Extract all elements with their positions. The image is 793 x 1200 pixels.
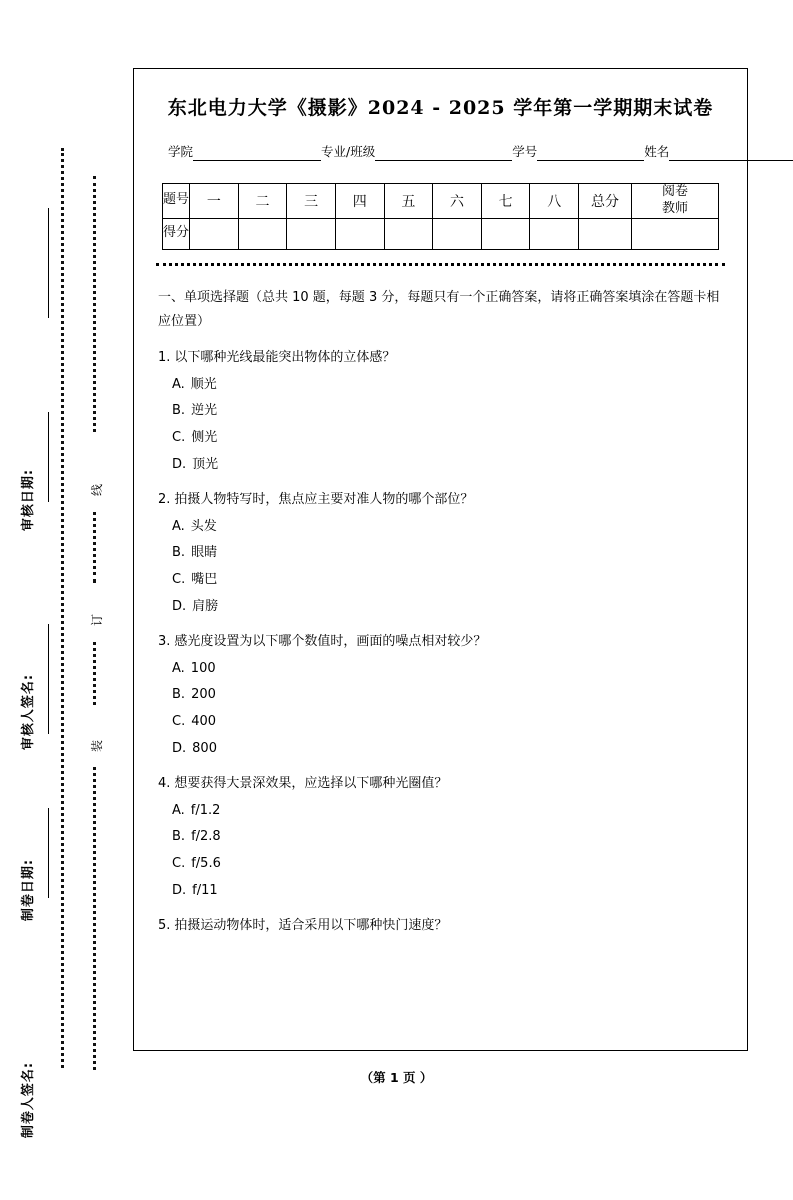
exam-paper-frame [133, 68, 748, 1051]
field-name-label: 姓名 [644, 144, 670, 159]
question-block-3 [158, 632, 723, 760]
page-footer: （第 1 页 ） [360, 1070, 433, 1085]
margin-rule-segment-4 [48, 808, 49, 898]
question-3 [158, 632, 723, 653]
student-info-line [168, 142, 721, 161]
score-cell-6[interactable] [433, 218, 482, 249]
question-4-option-c-text: f/5.6 [191, 856, 221, 872]
question-1-number: 1. [158, 349, 171, 365]
field-student-id-label: 学号 [512, 144, 538, 159]
question-1-option-c-text: 侧光 [191, 430, 218, 446]
question-1-option-d-text: 顶光 [192, 457, 219, 473]
col-header-1: 一 [190, 184, 239, 219]
question-2-option-d[interactable] [172, 597, 723, 618]
sidebar-label-composer-signature: 制卷人签名: [21, 1061, 36, 1139]
col-header-4: 四 [335, 184, 384, 219]
field-major [321, 142, 512, 161]
col-header-3: 三 [287, 184, 336, 219]
question-block-4 [158, 774, 723, 902]
question-4-text: 想要获得大景深效果，应选择以下哪种光圈值？ [174, 775, 448, 791]
score-cell-3[interactable] [287, 218, 336, 249]
grader-label-line1: 阅卷 [661, 184, 688, 199]
question-4-option-d[interactable] [172, 881, 723, 902]
question-2-option-d-text: 肩膀 [192, 599, 219, 615]
sidebar-label-review-date: 审核日期: [21, 468, 36, 532]
field-major-label: 专业/班级 [321, 144, 376, 159]
question-4-option-d-letter: D. [172, 883, 187, 899]
score-cell-total[interactable] [579, 218, 632, 249]
col-header-grader [632, 184, 719, 219]
margin-rule-segment-1 [48, 208, 49, 318]
question-2-option-c[interactable] [172, 570, 723, 591]
question-5-number: 5. [158, 917, 171, 933]
question-block-2 [158, 490, 723, 618]
student-id-input[interactable] [537, 146, 644, 161]
question-2-option-c-letter: C. [172, 572, 186, 588]
grader-label-line2: 教师 [661, 200, 688, 216]
score-cell-1[interactable] [190, 218, 239, 249]
table-row-question-numbers [163, 184, 719, 219]
score-cell-7[interactable] [481, 218, 530, 249]
question-2 [158, 490, 723, 511]
college-input[interactable] [193, 146, 321, 161]
table-divider [156, 263, 725, 266]
inner-dotted-rule-d [93, 730, 96, 1070]
question-4-option-b-text: f/2.8 [191, 829, 221, 845]
question-3-option-b-letter: B. [172, 687, 186, 703]
question-3-option-c[interactable] [172, 712, 723, 733]
question-1-option-c-letter: C. [172, 430, 186, 446]
question-3-text: 感光度设置为以下哪个数值时，画面的噪点相对较少？ [174, 633, 487, 649]
question-1-option-b-text: 逆光 [191, 403, 218, 419]
question-2-option-b-text: 眼睛 [191, 545, 218, 561]
question-1-text: 以下哪种光线最能突出物体的立体感？ [174, 349, 396, 365]
field-name [644, 142, 793, 161]
question-2-text: 拍摄人物特写时，焦点应主要对准人物的哪个部位？ [174, 491, 474, 507]
question-3-option-a-text: 100 [190, 660, 216, 676]
question-4-option-a-letter: A. [172, 802, 185, 818]
col-header-total: 总分 [579, 184, 632, 219]
score-cell-2[interactable] [238, 218, 287, 249]
question-1-option-b[interactable] [172, 401, 723, 422]
score-cell-8[interactable] [530, 218, 579, 249]
question-4-number: 4. [158, 775, 171, 791]
sidebar-label-reviewer-signature: 审核人签名: [21, 673, 36, 751]
question-3-option-d[interactable] [172, 739, 723, 760]
question-block-5 [158, 916, 723, 937]
question-1-option-a[interactable] [172, 375, 723, 396]
question-1-option-a-letter: A. [172, 376, 185, 392]
major-input[interactable] [375, 146, 512, 161]
col-header-5: 五 [384, 184, 433, 219]
question-3-option-d-letter: D. [172, 741, 187, 757]
row-header-score: 得分 [163, 218, 190, 249]
name-input[interactable] [669, 146, 793, 161]
field-student-id [512, 142, 644, 161]
question-5 [158, 916, 723, 937]
score-cell-5[interactable] [384, 218, 433, 249]
question-4-option-a-text: f/1.2 [190, 802, 221, 818]
binding-mark-staple: 订 [86, 600, 107, 640]
question-1-option-b-letter: B. [172, 403, 186, 419]
page-title: 东北电力大学《摄影》2024 - 2025 学年第一学期期末试卷 [167, 97, 714, 119]
col-header-7: 七 [481, 184, 530, 219]
question-4-option-d-text: f/11 [192, 883, 218, 899]
question-4-option-c-letter: C. [172, 856, 186, 872]
question-3-option-a-letter: A. [172, 660, 185, 676]
question-1 [158, 348, 723, 369]
binding-mark-line: 线 [86, 470, 107, 510]
question-2-option-d-letter: D. [172, 599, 187, 615]
question-2-option-b[interactable] [172, 543, 723, 564]
question-3-number: 3. [158, 633, 171, 649]
binding-mark-bind: 装 [86, 726, 107, 766]
field-college [168, 142, 321, 161]
outer-dotted-rule [61, 148, 64, 1068]
question-1-option-c[interactable] [172, 428, 723, 449]
binding-margin-sidebar [0, 0, 126, 1139]
question-1-option-d-letter: D. [172, 457, 187, 473]
sidebar-label-compose-date: 制卷日期: [21, 858, 36, 922]
score-table [162, 183, 719, 250]
question-5-text: 拍摄运动物体时，适合采用以下哪种快门速度？ [174, 917, 448, 933]
question-2-option-a-text: 头发 [190, 518, 217, 534]
question-4-option-c[interactable] [172, 854, 723, 875]
question-3-option-d-text: 800 [192, 741, 217, 757]
question-4-option-a[interactable] [172, 801, 723, 822]
question-1-option-a-text: 顺光 [190, 376, 217, 392]
inner-dotted-rule-a [93, 176, 96, 432]
question-3-option-a[interactable] [172, 659, 723, 680]
question-2-option-c-text: 嘴巴 [191, 572, 218, 588]
question-2-number: 2. [158, 491, 171, 507]
question-2-option-a-letter: A. [172, 518, 185, 534]
section-heading-1: 一、单项选择题（总共 10 题，每题 3 分，每题只有一个正确答案，请将正确答案填涂在答题卡相应位置） [158, 289, 720, 329]
row-header-question-no: 题号 [163, 184, 190, 219]
table-row-scores [163, 218, 719, 249]
field-college-label: 学院 [168, 144, 194, 159]
question-2-option-b-letter: B. [172, 545, 186, 561]
question-3-option-c-text: 400 [191, 714, 217, 730]
question-4-option-b-letter: B. [172, 829, 186, 845]
score-cell-4[interactable] [335, 218, 384, 249]
margin-rule-segment-3 [48, 624, 49, 734]
exam-body [158, 286, 723, 937]
col-header-8: 八 [530, 184, 579, 219]
margin-rule-segment-2 [48, 412, 49, 502]
question-3-option-c-letter: C. [172, 714, 186, 730]
score-cell-grader[interactable] [632, 218, 719, 249]
question-1-option-d[interactable] [172, 455, 723, 476]
question-4 [158, 774, 723, 795]
question-3-option-b[interactable] [172, 685, 723, 706]
col-header-6: 六 [433, 184, 482, 219]
question-3-option-b-text: 200 [191, 687, 216, 703]
question-block-1 [158, 348, 723, 476]
col-header-2: 二 [238, 184, 287, 219]
question-2-option-a[interactable] [172, 517, 723, 538]
question-4-option-b[interactable] [172, 827, 723, 848]
